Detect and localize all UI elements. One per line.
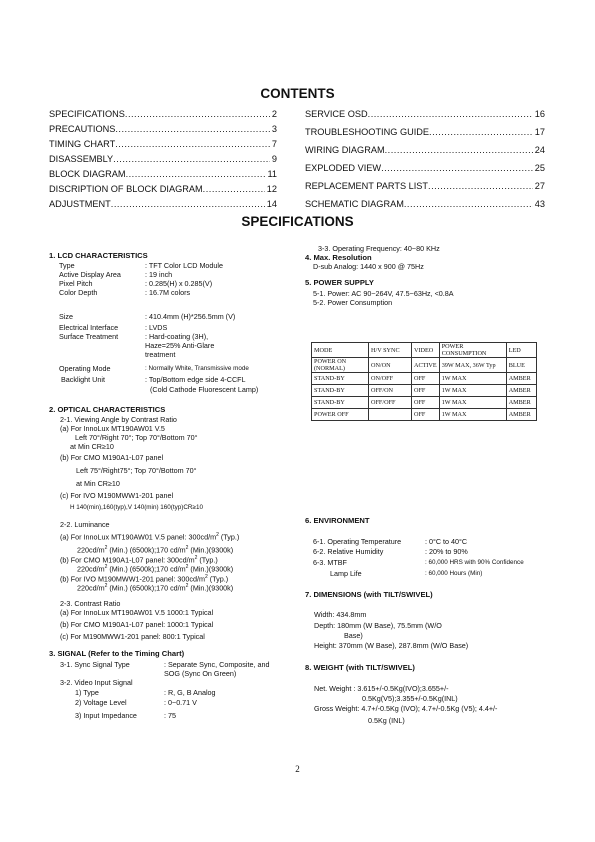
weight-line: 0.5Kg (INL)	[368, 716, 405, 725]
power-mode-table	[311, 342, 537, 421]
table-row	[312, 343, 537, 358]
signal-heading: 3. SIGNAL (Refer to the Timing Chart)	[49, 649, 185, 658]
lcd-values-2	[145, 312, 235, 359]
spec-label: Type	[59, 261, 75, 270]
signal-value: SOG (Sync On Green)	[164, 669, 237, 678]
environment-heading: 6. ENVIRONMENT	[305, 516, 370, 525]
max-resolution-heading: 4. Max. Resolution	[305, 253, 372, 262]
table-cell: 1W MAX	[439, 385, 506, 397]
spec-value: treatment	[145, 350, 176, 359]
spec-label: Surface Treatment	[59, 332, 119, 341]
weight-line: 0.5Kg(V5);3.355+/-0.5Kg(INL)	[362, 694, 458, 703]
signal-value: : 75	[164, 711, 176, 720]
spec-label: Size	[59, 312, 73, 321]
dim-line: Depth: 180mm (W Base), 75.5mm (W/O	[314, 621, 442, 630]
power-line: 5-1. Power: AC 90~264V, 47.5~63Hz, <0.8A	[313, 289, 454, 298]
optical-line: H 140(min),160(typ),V 140(min) 160(typ)CR≥10	[70, 504, 203, 511]
signal-value: : R, G, B Analog	[164, 688, 216, 697]
table-cell: ON/OFF	[369, 373, 412, 385]
signal-value: : Separate Sync, Composite, and	[164, 660, 270, 669]
luminance-line: $220cd/m^2$ (Min.) (6500k);170 $cd/m^2$ (Min.)(9300k)	[77, 564, 234, 574]
env-label: Lamp Life	[330, 569, 362, 578]
power-heading: 5. POWER SUPPLY	[305, 278, 374, 287]
table-row	[312, 358, 537, 373]
table-cell: POWER CONSUMPTION	[439, 343, 506, 358]
table-cell: OFF/ON	[369, 385, 412, 397]
env-label: 6-1. Operating Temperature	[313, 537, 402, 546]
table-cell: STAND-BY	[312, 397, 369, 409]
spec-value: Haze=25% Anti-Glare	[145, 341, 215, 350]
table-cell: ON/ON	[369, 358, 412, 373]
spec-value: : Hard-coating (3H),	[145, 332, 209, 341]
luminance-line: (b) For CMO M190A1-L07 panel: $300cd/m^2$ (Typ.)	[60, 555, 218, 565]
signal-label: 3-2. Video Input Signal	[60, 678, 133, 687]
table-row	[312, 373, 537, 385]
table-row	[312, 409, 537, 421]
signal-label: 3) Input Impedance	[75, 711, 137, 720]
table-cell: POWER ON (NORMAL)	[312, 358, 369, 373]
toc-entry[interactable]: SCHEMATIC DIAGRAM ..... 43	[305, 198, 545, 216]
env-value: : 20% to 90%	[425, 547, 468, 556]
toc-entry[interactable]: TIMING CHART ..... 7	[49, 138, 277, 153]
toc-entry[interactable]: EXPLODED VIEW ..... 25	[305, 162, 545, 180]
toc-entry[interactable]: SPECIFICATIONS ..... 2	[49, 108, 277, 123]
weight-line: Net. Weight : 3.615+/-0.5Kg(IVO);3.655+/-	[314, 684, 449, 693]
luminance-line: (a) For InnoLux MT190AW01 V.5 panel: $300cd/m^2$ (Typ.)	[60, 532, 240, 542]
contrast-heading: 2-3. Contrast Ratio	[60, 599, 121, 608]
table-cell: STAND-BY	[312, 373, 369, 385]
signal-label: 3-1. Sync Signal Type	[60, 660, 130, 669]
optical-line: Left 70°/Right 70°; Top 70°/Bottom 70°	[75, 433, 198, 442]
contrast-line: (c) For M190MWW1-201 panel: 800:1 Typical	[60, 632, 205, 641]
luminance-line: (b) For IVO M190MWW1-201 panel: $300cd/m^2$ (Typ.)	[60, 574, 229, 584]
weight-line: Gross Weight: 4.7+/-0.5Kg (IVO); 4.7+/-0.5Kg (V5); 4.4+/-	[314, 704, 498, 713]
dimensions-heading: 7. DIMENSIONS (with TILT/SWIVEL)	[305, 590, 433, 599]
env-value: : 60,000 HRS with 90% Confidence	[425, 559, 524, 566]
table-row	[312, 397, 537, 409]
env-label: 6-3. MTBF	[313, 558, 347, 567]
toc-entry[interactable]: PRECAUTIONS ..... 3	[49, 123, 277, 138]
spec-value: : 16.7M colors	[145, 288, 191, 297]
spec-value: : 0.285(H) x 0.285(V)	[145, 279, 213, 288]
optical-line: at Min CR≥10	[70, 442, 114, 451]
table-cell: OFF/OFF	[369, 397, 412, 409]
env-value: : 60,000 Hours (Min)	[425, 570, 483, 577]
toc-entry[interactable]: SERVICE OSD ..... 16	[305, 108, 545, 126]
signal-value: : 0~0.71 V	[164, 698, 197, 707]
max-resolution: D-sub Analog: 1440 x 900 @ 75Hz	[313, 262, 424, 271]
table-cell: 39W MAX, 36W Typ	[439, 358, 506, 373]
spec-label: Color Depth	[59, 288, 98, 297]
signal-label: 2) Voltage Level	[75, 698, 127, 707]
optical-heading: 2. OPTICAL CHARACTERISTICS	[49, 405, 166, 414]
table-cell	[369, 409, 412, 421]
table-cell: OFF	[412, 373, 440, 385]
table-cell: AMBER	[506, 397, 536, 409]
contrast-line: (b) For CMO M190A1-L07 panel: 1000:1 Typical	[60, 620, 214, 629]
spec-value: : TFT Color LCD Module	[145, 261, 224, 270]
lcd-labels	[59, 261, 121, 297]
toc-right	[305, 108, 545, 216]
table-cell: 1W MAX	[439, 397, 506, 409]
lcd-labels-2	[59, 312, 118, 341]
luminance-line: $220cd/m^2$ (Min.) (6500k);170 $cd/m^2$ (Min.)(9300k)	[77, 583, 234, 593]
table-cell: H/V SYNC	[369, 343, 412, 358]
table-cell: 1W MAX	[439, 409, 506, 421]
table-cell: POWER OFF	[312, 409, 369, 421]
table-cell: AMBER	[506, 409, 536, 421]
optical-line: (b) For CMO M190A1-L07 panel	[60, 453, 164, 462]
contents-title: CONTENTS	[260, 86, 335, 101]
spec-label: Pixel Pitch	[59, 279, 93, 288]
spec-label: Active Display Area	[59, 270, 121, 279]
optical-line: Left 75°/Right75°; Top 70°/Bottom 70°	[76, 466, 197, 475]
lcd-values	[145, 261, 223, 297]
table-cell: LED	[506, 343, 536, 358]
luminance-line: $220cd/m^2$ (Min.) (6500k);170 $cd/m^2$ (Min.)(9300k)	[77, 545, 234, 555]
op-frequency: 3-3. Operating Frequency: 40~80 KHz	[318, 244, 440, 253]
toc-entry[interactable]: DISCRIPTION OF BLOCK DIAGRAM ..... 12	[49, 183, 277, 198]
backlight-label: Backlight Unit	[61, 375, 105, 384]
table-cell: OFF	[412, 385, 440, 397]
specifications-title: SPECIFICATIONS	[241, 214, 354, 229]
table-cell: STAND-BY	[312, 385, 369, 397]
table-cell: MODE	[312, 343, 369, 358]
toc-entry[interactable]: TROUBLESHOOTING GUIDE ..... 17	[305, 126, 545, 144]
spec-value: : 410.4mm (H)*256.5mm (V)	[145, 312, 236, 321]
spec-value: : 19 inch	[145, 270, 173, 279]
op-mode-label: Operating Mode	[59, 364, 111, 373]
backlight-value: : Top/Bottom edge side 4-CCFL	[145, 375, 246, 384]
spec-value: : LVDS	[145, 323, 168, 332]
power-line: 5-2. Power Consumption	[313, 298, 393, 307]
op-mode-value: : Normally White, Transmissive mode	[145, 365, 249, 372]
page-number: 2	[295, 764, 300, 774]
dim-line: Width: 434.8mm	[314, 610, 367, 619]
table-cell: VIDEO	[412, 343, 440, 358]
optical-line: (a) For InnoLux MT190AW01 V.5	[60, 424, 165, 433]
table-row	[312, 385, 537, 397]
toc-entry[interactable]: DISASSEMBLY ..... 9	[49, 153, 277, 168]
toc-entry[interactable]: WIRING DIAGRAM ..... 24	[305, 144, 545, 162]
table-cell: 1W MAX	[439, 373, 506, 385]
table-cell: OFF	[412, 397, 440, 409]
spec-label: Electrical Interface	[59, 323, 119, 332]
toc-entry[interactable]: BLOCK DIAGRAM ..... 11	[49, 168, 277, 183]
toc-left	[49, 108, 277, 213]
backlight-value-2: (Cold Cathode Fluorescent Lamp)	[150, 385, 259, 394]
table-cell: OFF	[412, 409, 440, 421]
env-label: 6-2. Relative Humidity	[313, 547, 384, 556]
optical-line: 2-1. Viewing Angle by Contrast Ratio	[60, 415, 177, 424]
toc-entry[interactable]: REPLACEMENT PARTS LIST ..... 27	[305, 180, 545, 198]
luminance-heading: 2-2. Luminance	[60, 520, 110, 529]
table-cell: ACTIVE	[412, 358, 440, 373]
signal-label: 1) Type	[75, 688, 99, 697]
dim-line: Base)	[344, 631, 363, 640]
env-value: : 0°C to 40°C	[425, 537, 468, 546]
toc-entry[interactable]: ADJUSTMENT ..... 14	[49, 198, 277, 213]
table-cell: AMBER	[506, 373, 536, 385]
optical-line: at Min CR≥10	[76, 479, 120, 488]
table-cell: AMBER	[506, 385, 536, 397]
contrast-line: (a) For InnoLux MT190AW01 V.5 1000:1 Typical	[60, 608, 214, 617]
weight-heading: 8. WEIGHT (with TILT/SWIVEL)	[305, 663, 415, 672]
optical-line: (c) For IVO M190MWW1-201 panel	[60, 491, 174, 500]
table-cell: BLUE	[506, 358, 536, 373]
dim-line: Height: 370mm (W Base), 287.8mm (W/O Base)	[314, 641, 469, 650]
lcd-heading: 1. LCD CHARACTERISTICS	[49, 251, 148, 260]
